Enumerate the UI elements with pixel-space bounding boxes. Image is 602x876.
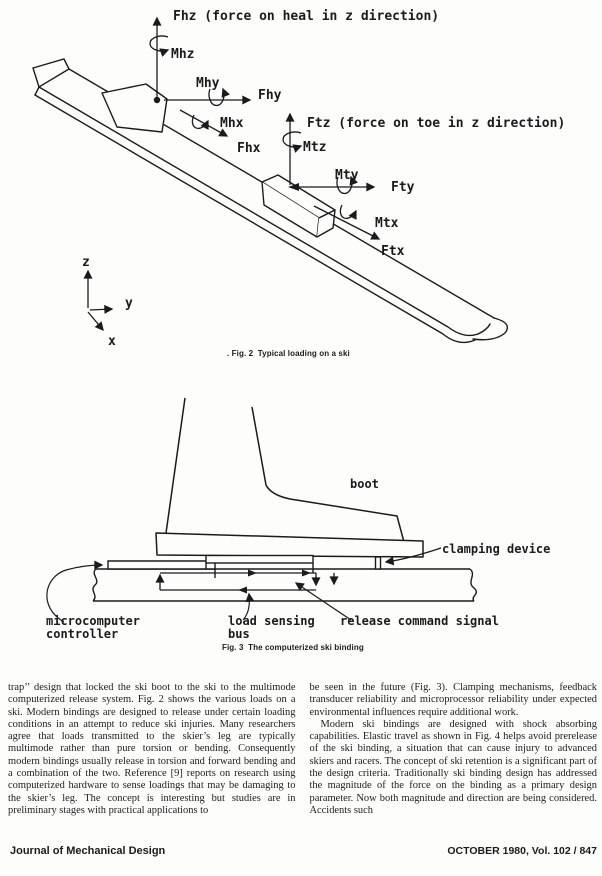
mtx-label: Mtx (375, 216, 399, 231)
fty-label: Fty (391, 180, 415, 195)
journal-title: Journal of Mechanical Design (10, 845, 166, 857)
load-sensor-plate (206, 556, 313, 564)
signal-bus-loop (160, 570, 334, 594)
left-column (8, 682, 296, 817)
fhy-label: Fhy (258, 88, 282, 103)
mhy-curl (209, 89, 224, 105)
mtx-curl (340, 205, 356, 218)
ftz-label: Ftz (force on toe in z direction) (307, 116, 566, 131)
boot-outline (156, 398, 423, 557)
clamping-device-post (376, 557, 381, 569)
page-footer (10, 845, 597, 857)
binding-hardware (108, 556, 381, 579)
z-axis-label: z (82, 255, 90, 270)
ski-tip-top (473, 318, 507, 340)
load-sensing-label-line2: bus (228, 627, 250, 641)
clamping-device-label: clamping device (442, 542, 551, 556)
ski-cross-section (93, 569, 476, 601)
x-axis-label: x (108, 334, 116, 349)
ski-bottom-edge (35, 95, 475, 342)
right-column (310, 682, 598, 817)
mhy-label: Mhy (196, 76, 220, 91)
y-axis-label: y (125, 296, 133, 311)
mtz-label: Mtz (303, 140, 327, 155)
left-column-paragraph: trap’’ design that locked the ski boot to the ski to the multimode computerized release system. Fig. 2 shows the various loads on a ski. Modern bindings are designed to release under certain loading conditions in an attempt to reduce ski injuries. Many researchers agree that loads transmitted to the skier’s leg are typically multimode rather than pure torsion or bending. Consequently modern bindings usually release in torsion and forward bending and a combination of the two. Reference [9] reports on research using computerized hardware to sense loadings that may be damaging to the skier’s leg. The concept is interesting but studies are in preliminary stages with practical applications to (8, 682, 296, 816)
bus-left-arrowhead (238, 587, 247, 594)
bus-right-arrowhead-2 (302, 570, 311, 577)
release-command-label: release command signal (340, 614, 499, 628)
issue-volume-page: OCTOBER 1980, Vol. 102 / 847 (447, 845, 597, 857)
microcomputer-label-line2: controller (46, 627, 119, 641)
right-column-paragraph-2: Modern ski bindings are designed with shock absorbing capabilities. Elastic travel as shown in Fig. 4 helps avoid prerelease of the ski binding, a situation that can cause injury to advanced skiers and racers. The concept of ski retention is a significant part of the design criteria. Traditionally ski binding design has addressed the magnitude of the force on the binding as a primary design parameter. Now both magnitude and direction are being considered. Accidents such (309, 718, 597, 816)
boot-label: boot (350, 477, 379, 491)
figure-3-caption: Fig. 3 The computerized ski binding (222, 643, 364, 652)
right-column-paragraph-1: be seen in the future (Fig. 3). Clamping mechanisms, feedback transducer reliability and microprocessor reliability under expected environmental influences require additional work. (309, 682, 597, 718)
ski-left-break (93, 569, 97, 601)
ftx-label: Ftx (381, 244, 405, 259)
figure-3-binding-diagram (0, 385, 602, 677)
boot-leg-right-and-instep (252, 407, 404, 542)
fhz-label: Fhz (force on heal in z direction) (173, 9, 440, 24)
ski-right-break (470, 569, 476, 601)
x-axis-arrow (88, 312, 103, 330)
ski-tip-inner (478, 324, 490, 334)
mty-label: Mty (335, 168, 359, 183)
load-sensing-label-line1: load sensing (228, 614, 315, 628)
fhx-label: Fhx (237, 141, 261, 156)
boot-leg-left (166, 398, 185, 533)
figure-2-caption: . Fig. 2 Typical loading on a ski (227, 349, 350, 358)
ski-tail-cap (33, 59, 69, 87)
mhz-label: Mhz (171, 47, 195, 62)
mhx-label: Mhx (220, 116, 244, 131)
boot-sole (156, 533, 423, 557)
coordinate-axes (88, 271, 112, 330)
y-axis-arrow (90, 309, 112, 310)
mtz-curl (283, 132, 301, 147)
microcomputer-label-line1: microcomputer (46, 614, 140, 628)
mhz-curl (150, 36, 168, 51)
ski-tail-thickness (35, 87, 39, 95)
body-text-columns (8, 682, 597, 817)
heel-attach-point (154, 97, 160, 103)
figure-2-ski-loading-diagram (0, 0, 602, 372)
bus-right-arrowhead-1 (248, 570, 257, 577)
microcomputer-controller-box (108, 561, 215, 569)
